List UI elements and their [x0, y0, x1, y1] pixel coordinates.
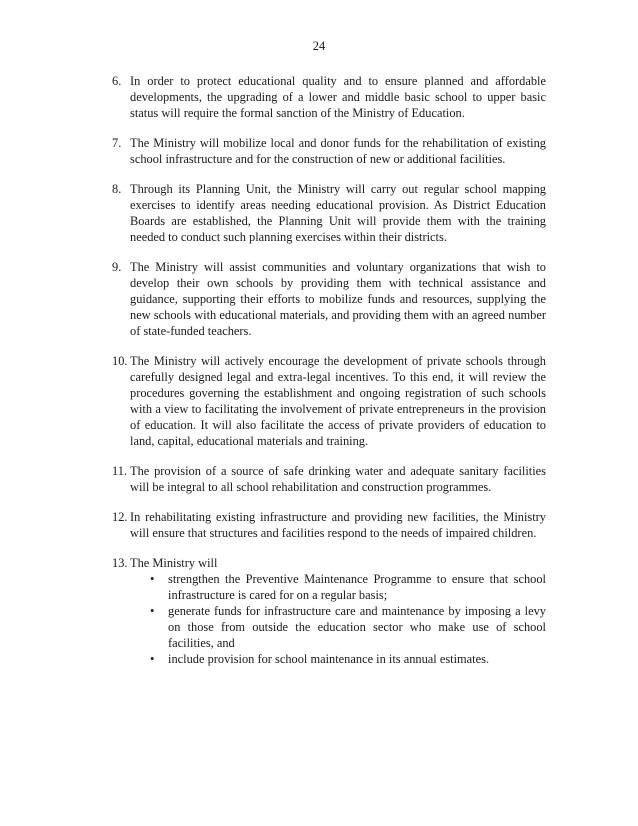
item-number: 12.	[112, 510, 128, 524]
item-text: The Ministry will actively encourage the development of private schools through carefully designed legal and extra-legal incentives. To this end, it will review the procedures governing the establishment and ongoing registration of such schools with a view to facilitating the involvement of private entrepreneurs in the provision of education. It will also facilitate the access of private providers of education to land, capital, educational materials and training.	[130, 354, 546, 448]
item-number: 7.	[112, 136, 122, 150]
item-text: In order to protect educational quality and to ensure planned and affordable developments, the upgrading of a lower and middle basic school to upper basic status will require the formal sanction of the Ministry of Education.	[130, 74, 546, 120]
item-number: 10.	[112, 354, 128, 368]
item-text: The Ministry will mobilize local and donor funds for the rehabilitation of existing school infrastructure and for the construction of new or additional facilities.	[130, 136, 546, 166]
item-text: Through its Planning Unit, the Ministry will carry out regular school mapping exercises to identify areas needing educational provision. As District Education Boards are established, the Planning Unit will provide them with the training needed to conduct such planning exercises within their districts.	[130, 182, 546, 244]
bullet-icon: •	[150, 652, 155, 666]
page-number: 24	[312, 39, 326, 53]
bullet-text: include provision for school maintenance in its annual estimates.	[168, 652, 490, 666]
item-number: 6.	[112, 74, 122, 88]
list-item-11	[112, 463, 546, 495]
item-number: 11.	[112, 464, 128, 478]
numbered-list	[112, 73, 546, 681]
item-number: 9.	[112, 260, 122, 274]
bullet-text: strengthen the Preventive Maintenance Programme to ensure that school infrastructure is cared for on a regular basis;	[168, 572, 546, 602]
list-item-7	[112, 135, 546, 167]
item-number: 8.	[112, 182, 122, 196]
item-number: 13.	[112, 556, 128, 570]
bullet-item	[130, 651, 546, 667]
bullet-item	[130, 603, 546, 651]
bullet-icon: •	[150, 572, 155, 586]
list-item-9	[112, 259, 546, 339]
bullet-item	[130, 571, 546, 603]
list-item-8	[112, 181, 546, 245]
item-text: The Ministry will	[130, 556, 218, 570]
list-item-6	[112, 73, 546, 121]
list-item-12	[112, 509, 546, 541]
item-text: The Ministry will assist communities and voluntary organizations that wish to develop their own schools by providing them with technical assistance and guidance, supporting their efforts to mobilize funds and resources, supplying the new schools with educational materials, and providing them with an agreed number of state-funded teachers.	[130, 260, 546, 338]
list-item-10	[112, 353, 546, 449]
bullet-list	[130, 571, 546, 667]
item-text: In rehabilitating existing infrastructure and providing new facilities, the Ministry will ensure that structures and facilities respond to the needs of impaired children.	[130, 510, 546, 540]
bullet-text: generate funds for infrastructure care and maintenance by imposing a levy on those from outside the education sector who make use of school facilities, and	[168, 604, 546, 650]
bullet-icon: •	[150, 604, 155, 618]
list-item-13	[112, 555, 546, 667]
item-text: The provision of a source of safe drinking water and adequate sanitary facilities will be integral to all school rehabilitation and construction programmes.	[130, 464, 546, 494]
